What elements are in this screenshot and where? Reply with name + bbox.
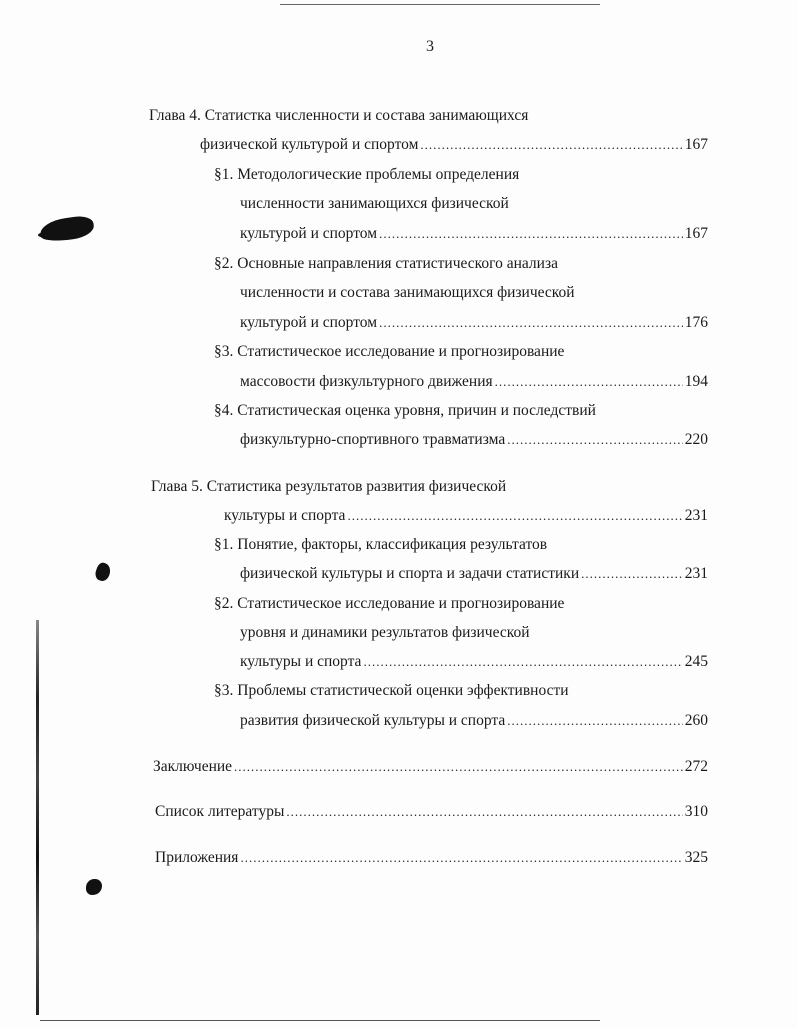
toc-section-heading [214,681,569,701]
dot-leader [379,224,683,244]
toc-entry-title: Заключение [153,758,233,775]
toc-page-number: 231 [684,507,708,524]
toc-entry-title: §2. Статистическое исследование и прогнозирование [214,595,565,612]
toc-page-number: 167 [684,136,708,153]
toc-page-number: 310 [684,803,708,820]
toc-entry [224,506,708,526]
toc-entry [240,652,708,672]
toc-entry-title: §1. Понятие, факторы, классификация результатов [214,536,548,553]
toc-entry-title: массовости физкультурного движения [240,373,493,390]
toc-section-continuation [240,194,509,214]
toc-entry [200,135,708,155]
toc-page-number: 167 [684,225,708,242]
toc-entry-title: развития физической культуры и спорта [240,712,506,729]
toc-entry-title: физической культурой и спортом [200,136,419,153]
dot-leader [495,372,683,392]
toc-entry-title: культуры и спорта [240,653,362,670]
toc-entry [240,564,708,584]
toc-page-number: 176 [684,314,708,331]
toc-section-heading [214,401,596,421]
toc-entry-title: Список литературы [155,803,285,820]
toc-chapter-heading [149,106,528,126]
dot-leader [420,135,682,155]
toc-entry-title: §1. Методологические проблемы определения [214,166,520,183]
ink-blot [39,214,96,243]
toc-section-continuation [240,623,530,643]
toc-page-number: 260 [684,712,708,729]
toc-page-number: 194 [684,373,708,390]
toc-section-heading [214,535,547,555]
toc-section-heading [214,342,564,362]
toc-entry-title: уровня и динамики результатов физической [240,624,530,641]
scan-edge-shadow [36,620,39,1015]
dot-leader [581,564,683,584]
dot-leader [240,848,682,868]
toc-entry-title: культурой и спортом [240,225,378,242]
toc-entry-title: §2. Основные направления статистического анализа [214,255,558,272]
toc-section-heading [214,254,558,274]
toc-section-continuation [240,283,575,303]
toc-entry-title: Приложения [155,849,239,866]
dot-leader [286,802,682,822]
toc-entry-title: культурой и спортом [240,314,378,331]
toc-page-number: 231 [684,565,708,582]
toc-entry-title: §3. Статистическое исследование и прогнозирование [214,343,565,360]
toc-entry [240,711,708,731]
page-number: 3 [426,38,434,55]
dot-leader [379,313,683,333]
toc-entry-title: культуры и спорта [224,507,346,524]
toc-entry-title: численности занимающихся физической [240,195,509,212]
toc-entry-title: физкультурно-спортивного травматизма [240,431,506,448]
ink-blot [86,879,102,895]
dot-leader [507,711,683,731]
bottom-rule [40,1020,600,1021]
toc-page-number: 220 [684,431,708,448]
toc-entry-appendices [155,848,708,868]
toc-entry [240,430,708,450]
dot-leader [363,652,682,672]
toc-entry-conclusion [153,757,708,777]
toc-page-number: 272 [684,758,708,775]
dot-leader [507,430,683,450]
toc-entry-title: Глава 5. Статистика результатов развития физической [151,478,507,495]
toc-entry [240,372,708,392]
dot-leader [234,757,683,777]
toc-entry [240,224,708,244]
toc-chapter-heading [151,477,506,497]
toc-page-number: 325 [684,849,708,866]
dot-leader [347,506,682,526]
toc-entry-title: численности и состава занимающихся физической [240,284,575,301]
toc-entry [240,313,708,333]
toc-entry-bibliography [155,802,708,822]
toc-page-number: 245 [684,653,708,670]
toc-entry-title: §4. Статистическая оценка уровня, причин и последствий [214,402,596,419]
toc-entry-title: физической культуры и спорта и задачи статистики [240,565,580,582]
toc-entry-title: §3. Проблемы статистической оценки эффективности [214,682,569,699]
toc-entry-title: Глава 4. Статистка численности и состава занимающихся [149,107,529,124]
toc-section-heading [214,165,519,185]
ink-blot [93,561,112,583]
toc-section-heading [214,594,564,614]
ink-blot [38,232,58,238]
top-rule [280,4,600,5]
